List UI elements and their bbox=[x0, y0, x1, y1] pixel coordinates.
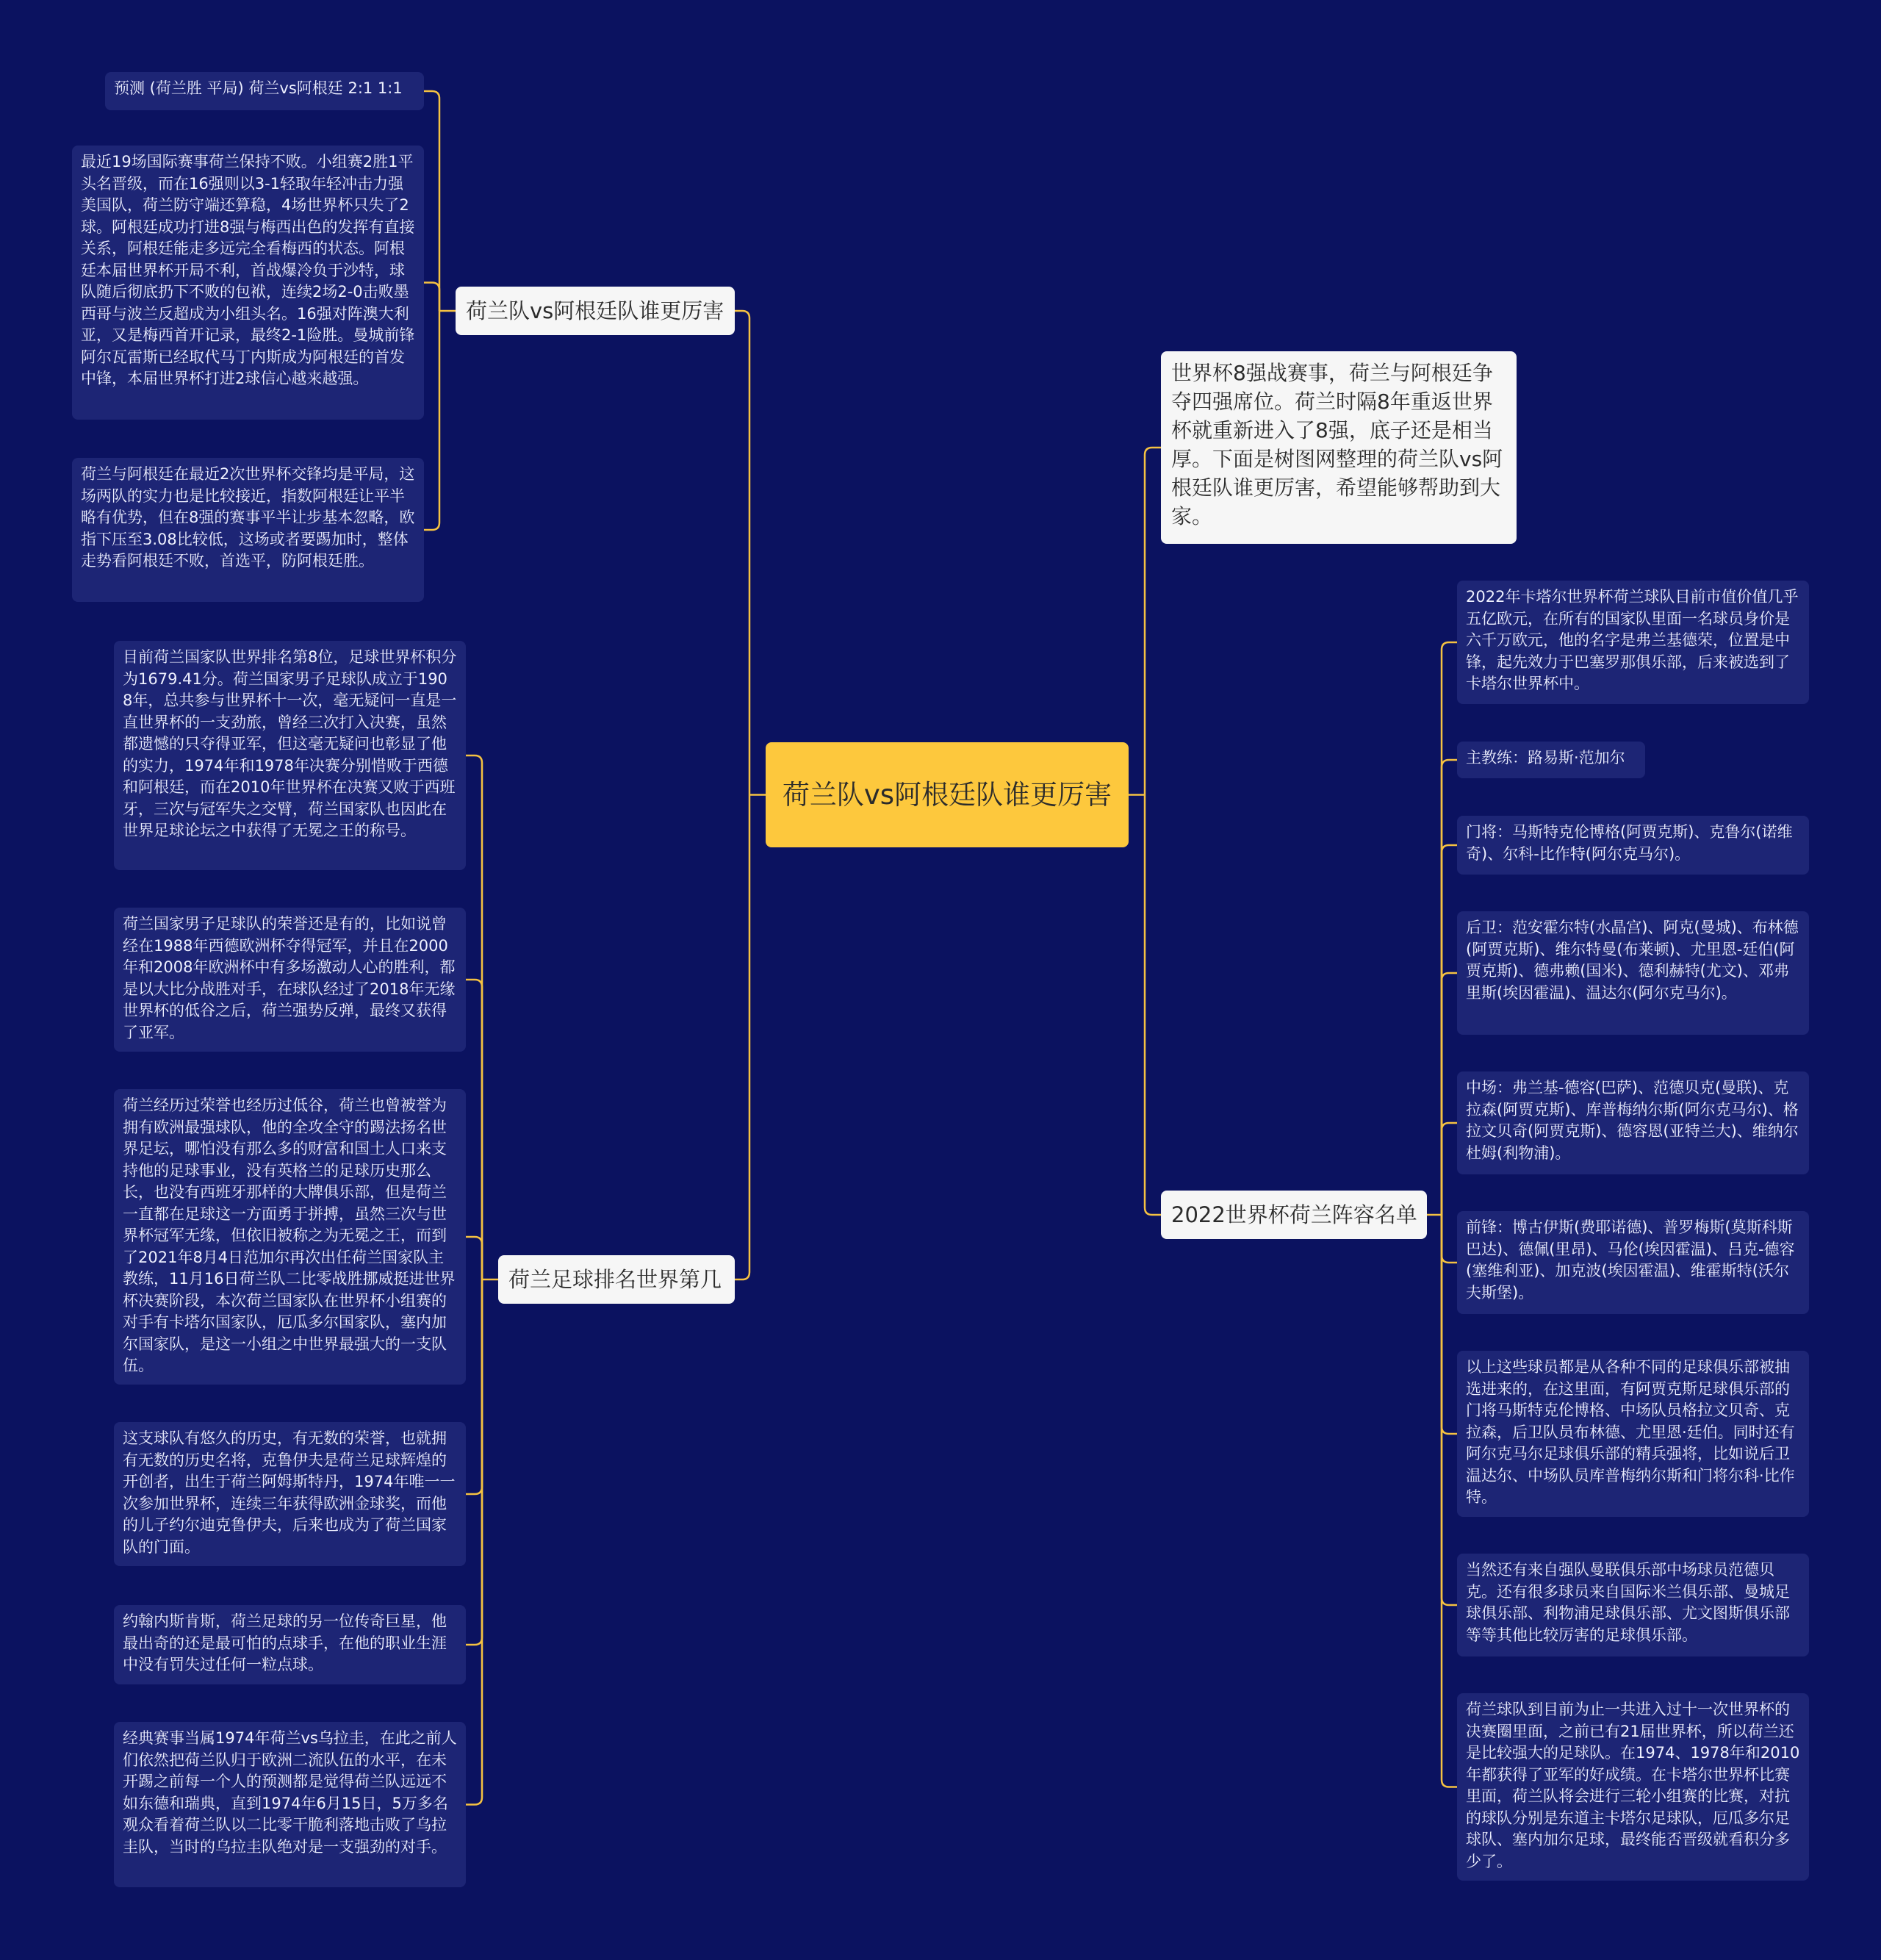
connector-path bbox=[466, 1237, 482, 1279]
leaf-text: 前锋：博古伊斯(费耶诺德)、普罗梅斯(莫斯科斯巴达)、德佩(里昂)、马伦(埃因霍温)、吕克-德容(塞维利亚)、加克波(埃因霍温)、维霍斯特(沃尔夫斯堡)。 bbox=[1466, 1218, 1795, 1302]
leaf-honors[interactable] bbox=[114, 908, 466, 1052]
connector-path bbox=[1442, 1123, 1457, 1215]
leaf-club-origins[interactable] bbox=[1457, 1351, 1809, 1517]
leaf-other-clubs[interactable] bbox=[1457, 1554, 1809, 1656]
leaf-text: 当然还有来自强队曼联俱乐部中场球员范德贝克。还有很多球员来自国际米兰俱乐部、曼城足球俱乐部、利物浦足球俱乐部、尤文图斯俱乐部等等其他比较厉害的足球俱乐部。 bbox=[1466, 1561, 1790, 1644]
leaf-head-coach[interactable] bbox=[1457, 742, 1645, 778]
connector-path bbox=[424, 311, 439, 530]
leaf-text: 中场：弗兰基-德容(巴萨)、范德贝克(曼联)、克拉森(阿贾克斯)、库普梅纳尔斯(阿尔克马尔)、格拉文贝奇(阿贾克斯)、德容恩(亚特兰大)、维纳尔杜姆(利物浦)。 bbox=[1466, 1079, 1799, 1162]
connector-path bbox=[1442, 1215, 1457, 1434]
leaf-market-value[interactable] bbox=[1457, 581, 1809, 704]
leaf-text: 2022年卡塔尔世界杯荷兰球队目前市值价值几乎五亿欧元，在所有的国家队里面一名球员身价是六千万欧元，他的名字是弗兰基德荣，位置是中锋，起先效力于巴塞罗那俱乐部，后来被选到了卡塔尔世界杯中。 bbox=[1466, 588, 1799, 692]
leaf-defenders[interactable] bbox=[1457, 911, 1809, 1035]
leaf-text: 预测 (荷兰胜 平局) 荷兰vs阿根廷 2:1 1:1 bbox=[114, 79, 403, 97]
connector-path bbox=[735, 311, 749, 795]
leaf-text: 目前荷兰国家队世界排名第8位，足球世界杯积分为1679.41分。荷兰国家男子足球队成立于1908年，总共参与世界杯十一次，毫无疑问一直是一直世界杯的一支劲旅，曾经三次打入决赛，虽然都遗憾的只夺得亚军，但这毫无疑问也彰显了他的实力，1974年和1978年决赛分别惜败于西德和阿根廷，而在2010年世界杯在决赛又败于西班牙，三次与冠军失之交臂，荷兰国家队也因此在世界足球论坛之中获得了无冕之王的称号。 bbox=[123, 648, 457, 839]
leaf-prediction[interactable] bbox=[105, 72, 424, 110]
connector-path bbox=[1442, 845, 1457, 1215]
connector-path bbox=[466, 755, 482, 1279]
root-topic[interactable] bbox=[766, 742, 1129, 847]
leaf-world-cup-record[interactable] bbox=[1457, 1693, 1809, 1881]
intro-text: 世界杯8强战赛事，荷兰与阿根廷争夺四强席位。荷兰时隔8年重返世界杯就重新进入了8强，底子还是相当厚。下面是树图网整理的荷兰队vs阿根廷队谁更厉害，希望能够帮助到大家。 bbox=[1171, 361, 1503, 528]
leaf-text: 荷兰国家男子足球队的荣誉还是有的，比如说曾经在1988年西德欧洲杯夺得冠军，并且在2000年和2008年欧洲杯中有多场激动人心的胜利，都是以大比分战胜对手，在球队经过了2018年无缘世界杯的低谷之后，荷兰强势反弹，最终又获得了亚军。 bbox=[123, 915, 456, 1041]
leaf-history[interactable] bbox=[114, 1089, 466, 1385]
connector-path bbox=[1442, 760, 1457, 1215]
branch-who-is-stronger[interactable] bbox=[456, 287, 735, 335]
leaf-text: 后卫：范安霍尔特(水晶宫)、阿克(曼城)、布林德(阿贾克斯)、维尔特曼(布莱顿)、尤里恩-廷伯(阿贾克斯)、德弗赖(国米)、德利赫特(尤文)、邓弗里斯(埃因霍温)、温达尔(阿尔克马尔)。 bbox=[1466, 919, 1799, 1002]
connector-path bbox=[1442, 1215, 1457, 1263]
leaf-legends[interactable] bbox=[114, 1422, 466, 1566]
leaf-text: 荷兰球队到目前为止一共进入过十一次世界杯的决赛圈里面，之前已有21届世界杯，所以荷兰还是比较强大的足球队。在1974、1978年和2010年都获得了亚军的好成绩。在卡塔尔世界杯比赛里面，荷兰队将会进行三轮小组赛的比赛，对抗的球队分别是东道主卡塔尔足球队，厄瓜多尔足球队、塞内加尔足球，最终能否晋级就看积分多少了。 bbox=[1466, 1701, 1800, 1870]
leaf-recent-form[interactable] bbox=[72, 146, 424, 420]
connector-path bbox=[466, 1279, 482, 1494]
leaf-text: 主教练：路易斯·范加尔 bbox=[1466, 749, 1625, 767]
connector-path bbox=[466, 980, 482, 1279]
leaf-ranking[interactable] bbox=[114, 641, 466, 870]
connector-path bbox=[1145, 448, 1161, 795]
leaf-text: 荷兰与阿根廷在最近2次世界杯交锋均是平局，这场两队的实力也是比较接近，指数阿根廷让平半略有优势，但在8强的赛事平半让步基本忽略，欧指下压至3.08比较低，这场或者要踢加时，整体走势看阿根廷不败，首选平，防阿根廷胜。 bbox=[81, 465, 415, 570]
leaf-text: 门将：马斯特克伦博格(阿贾克斯)、克鲁尔(诺维奇)、尔科-比作特(阿尔克马尔)。 bbox=[1466, 823, 1793, 863]
branch-world-ranking[interactable] bbox=[498, 1255, 735, 1304]
connector-path bbox=[1442, 1215, 1457, 1605]
leaf-neeskens[interactable] bbox=[114, 1605, 466, 1684]
branch-squad-list[interactable] bbox=[1161, 1191, 1427, 1239]
leaf-goalkeepers[interactable] bbox=[1457, 816, 1809, 875]
leaf-text: 最近19场国际赛事荷兰保持不败。小组赛2胜1平头名晋级，而在16强则以3-1轻取年轻冲击力强美国队，荷兰防守端还算稳，4场世界杯只失了2球。阿根廷成功打进8强与梅西出色的发挥有直接关系，阿根廷能走多远完全看梅西的状态。阿根廷本届世界杯开局不利，首战爆冷负于沙特，球队随后彻底扔下不败的包袱，连续2场2-0击败墨西哥与波兰反超成为小组头名。16强对阵澳大利亚，又是梅西首开记录，最终2-1险胜。曼城前锋阿尔瓦雷斯已经取代马丁内斯成为阿根廷的首发中锋，本届世界杯打进2球信心越来越强。 bbox=[81, 153, 415, 387]
leaf-forwards[interactable] bbox=[1457, 1211, 1809, 1314]
leaf-text: 荷兰经历过荣誉也经历过低谷，荷兰也曾被誉为拥有欧洲最强球队，他的全攻全守的踢法扬名世界足坛，哪怕没有那么多的财富和国土人口来支持他的足球事业，没有英格兰的足球历史那么长，也没有西班牙那样的大牌俱乐部，但是荷兰一直都在足球这一方面勇于拼搏，虽然三次与世界杯冠军无缘，但依旧被称之为无冕之王，而到了2021年8月4日范加尔再次出任荷兰国家队主教练，11月16日荷兰队二比零战胜挪威挺进世界杯决赛阶段，本次荷兰国家队在世界杯小组赛的对手有卡塔尔国家队，厄瓜多尔国家队，塞内加尔国家队，是这一小组之中世界最强大的一支队伍。 bbox=[123, 1096, 456, 1374]
leaf-text: 约翰内斯肯斯，荷兰足球的另一位传奇巨星，他最出奇的还是最可怕的点球手，在他的职业生涯中没有罚失过任何一粒点球。 bbox=[123, 1612, 447, 1673]
leaf-head-to-head[interactable] bbox=[72, 458, 424, 602]
branch-label: 荷兰队vs阿根廷队谁更厉害 bbox=[466, 298, 724, 323]
leaf-text: 这支球队有悠久的历史，有无数的荣誉，也就拥有无数的历史名将，克鲁伊夫是荷兰足球辉煌的开创者，出生于荷兰阿姆斯特丹，1974年唯一一次参加世界杯，连续三年获得欧洲金球奖，而他的儿子约尔迪克鲁伊夫，后来也成为了荷兰国家队的门面。 bbox=[123, 1429, 456, 1556]
leaf-text: 以上这些球员都是从各种不同的足球俱乐部被抽选进来的，在这里面，有阿贾克斯足球俱乐部的门将马斯特克伦博格、中场队员格拉文贝奇、克拉森，后卫队员布林德、尤里恩·廷伯。同时还有阿尔克马尔足球俱乐部的精兵强将，比如说后卫温达尔、中场队员库普梅纳尔斯和门将尔科·比作特。 bbox=[1466, 1358, 1795, 1506]
connector-path bbox=[466, 1279, 482, 1805]
branch-label: 2022世界杯荷兰阵容名单 bbox=[1171, 1202, 1417, 1227]
connector-path bbox=[1442, 1215, 1457, 1787]
leaf-midfielders[interactable] bbox=[1457, 1071, 1809, 1174]
connector-path bbox=[466, 1279, 482, 1645]
connector-path bbox=[424, 91, 439, 311]
connector-path bbox=[424, 283, 439, 312]
connector-path bbox=[1442, 973, 1457, 1215]
intro-note[interactable] bbox=[1161, 351, 1517, 544]
root-topic-label: 荷兰队vs阿根廷队谁更厉害 bbox=[782, 778, 1112, 811]
leaf-text: 经典赛事当属1974年荷兰vs乌拉圭，在此之前人们依然把荷兰队归于欧洲二流队伍的水平，在未开踢之前每一个人的预测都是觉得荷兰队远远不如东德和瑞典，直到1974年6月15日，5万多名观众看着荷兰队以二比零干脆利落地击败了乌拉圭队，当时的乌拉圭队绝对是一支强劲的对手。 bbox=[123, 1729, 457, 1856]
connector-path bbox=[1442, 642, 1457, 1215]
leaf-classic-match[interactable] bbox=[114, 1722, 466, 1887]
connector-path bbox=[735, 795, 749, 1280]
connector-path bbox=[1145, 795, 1161, 1216]
branch-label: 荷兰足球排名世界第几 bbox=[508, 1267, 722, 1292]
